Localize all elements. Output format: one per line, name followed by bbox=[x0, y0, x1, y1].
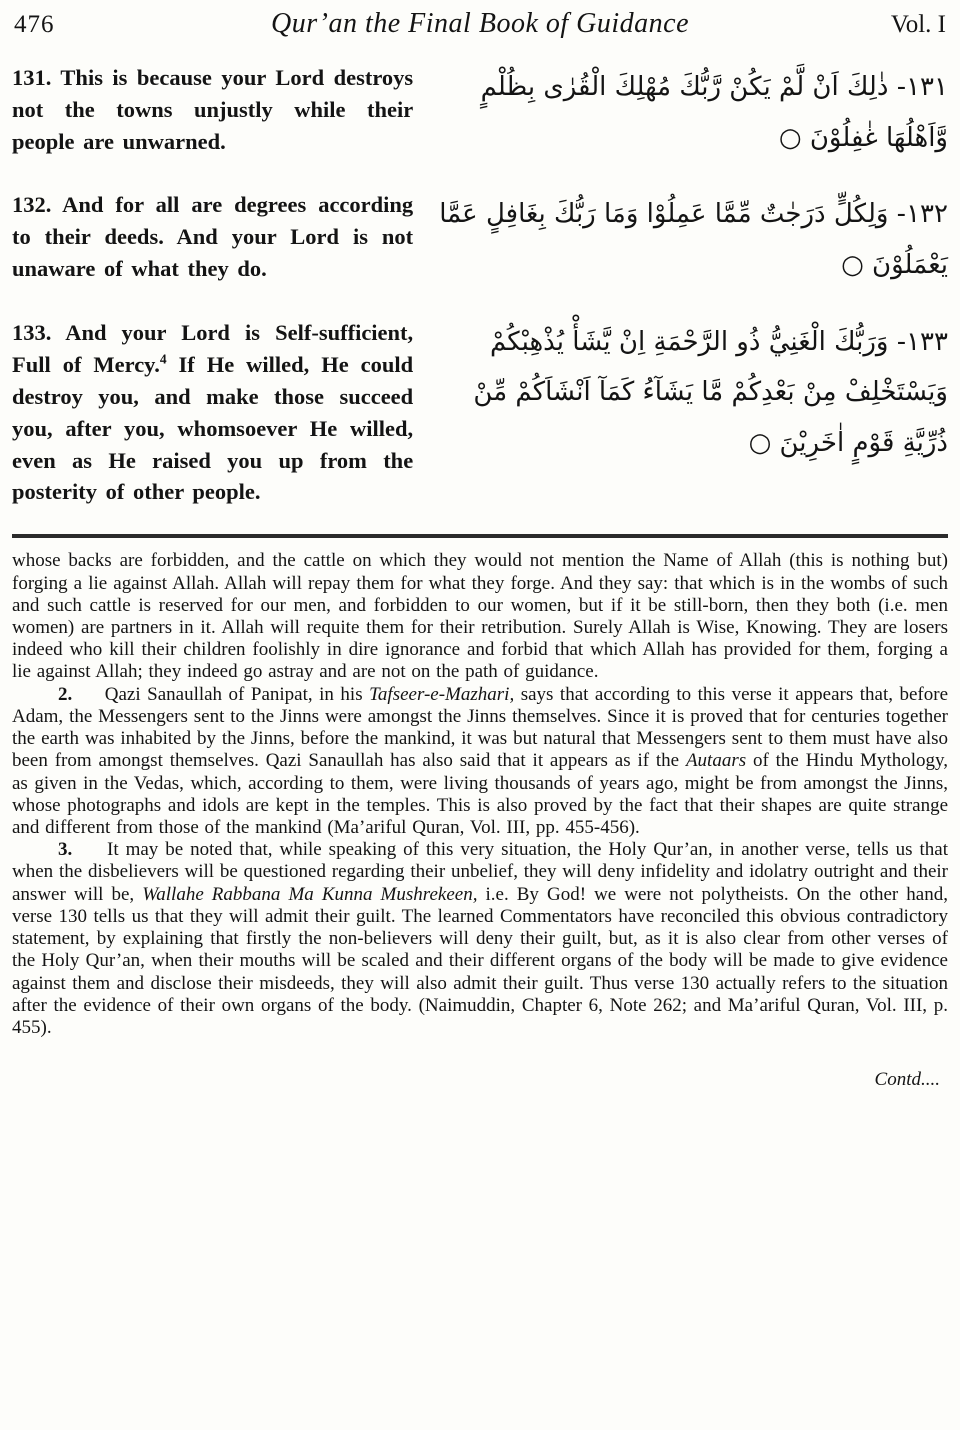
page-header bbox=[12, 8, 948, 40]
volume-label: Vol. I bbox=[890, 11, 946, 38]
footnote-paragraph-2: 2. Qazi Sanaullah of Panipat, in his Tafseer-e-Mazhari, says that according to this verse it appears that, before Adam, the Messengers sent to the Jinns were amongst the Jinns themselves. Since it is proved that for centuries together the earth was inhabited by the Jinns, before the mankind, it was but natural that Messengers sent to them must have also been from amongst themselves. Qazi Sanaullah has also said that it appears as if the Autaars of the Hindu Mythology, as given in the Vedas, which, according to them, were living thousands of years ago, might be from amongst the Jinns, whose photographs and idols are kept in the temples. This is also proved by the fact that their shapes are quite strange and different from those of the mankind (Ma’ariful Quran, Vol. III, pp. 455-456). bbox=[12, 683, 948, 838]
footnote-paragraph-3: 3. It may be noted that, while speaking of this very situation, the Holy Qur’an, in another verse, tells us that when the disbelievers will be questioned regarding their unbelief, they will deny infidelity and idolatry outright and their answer will be, Wallahe Rabbana Ma Kunna Mushrekeen, i.e. By God! we were not polytheists. On the other hand, verse 130 tells us that they will admit their guilt. The learned Commentators have reconciled this obvious contradictory statement, by explaining that firstly the non-believers will deny their guilt, but, as it is also clear from other verses of the Holy Qur’an, when their mouths will be scaled and their different organs of the body will be made to give evidence against them and disclose their misdeeds, they will also admit their guilt. Thus verse 130 actually refers to the situation after the evidence of their own organs of the body. (Naimuddin, Chapter 6, Note 262; and Ma’ariful Quran, Vol. III, p. 455). bbox=[12, 839, 948, 1038]
contd-label: Contd.... bbox=[874, 1069, 940, 1091]
verse-english-132: 132. And for all are degrees according to their deeds. And your Lord is not unaware of what they do. bbox=[12, 192, 414, 282]
verse-row-133 bbox=[12, 317, 948, 509]
verses-section bbox=[12, 62, 948, 508]
page-number: 476 bbox=[14, 11, 55, 38]
verse-row-132 bbox=[12, 189, 948, 290]
verse-row-131 bbox=[12, 62, 948, 163]
verse-english-131: 131. This is because your Lord destroys not the towns unjustly while their people are unwarned. bbox=[12, 65, 414, 154]
book-title: Qur’an the Final Book of Guidance bbox=[270, 8, 689, 39]
verse-arabic-131: ۱۳۱- ذٰلِكَ اَنْ لَّمْ يَكُنْ رَّبُّكَ مُهْلِكَ الْقُرٰى بِظُلْمٍ وَّاَهْلُهَا غٰفِلُوْنَ ○ bbox=[480, 72, 948, 153]
verse-english-133: 133. And your Lord is Self-sufficient, Full of Mercy.$^4$ If He willed, He could destroy you, and make those succeed you, after you, whomsoever He willed, even as He raised you up from the posterity of other people. bbox=[12, 319, 414, 505]
footnote-paragraph-continuation: whose backs are forbidden, and the cattle on which they would not mention the Name of Allah (this is nothing but) forging a lie against Allah. Allah will repay them for what they forge. And they say: that which is in the wombs of such and such cattle is reserved for our men, and forbidden to our women, but if it be still-born, then they both (i.e. men women) are partners in it. Allah will requite them for their retribution. Surely Allah is Wise, Knowing. They are losers indeed who kill their children foolishly in dire ignorance and forbid that which Allah has provided for them, forging a lie against Allah; they indeed go astray and are not on the path of guidance. bbox=[12, 550, 948, 683]
section-divider bbox=[12, 534, 948, 538]
verse-arabic-132: ۱۳۲- وَلِكُلٍّ دَرَجٰتٌ مِّمَّا عَمِلُوْا وَمَا رَبُّكَ بِغَافِلٍ عَمَّا يَعْمَلُوْنَ ○ bbox=[439, 199, 948, 281]
footnotes-section bbox=[12, 550, 948, 1039]
verse-arabic-133: ۱۳۳- وَرَبُّكَ الْغَنِيُّ ذُو الرَّحْمَةِ اِنْ يَّشَأْ يُذْهِبْكُمْ وَيَسْتَخْلِفْ مِنْ بَعْدِكُمْ مَّا يَشَآءُ كَمَآ اَنْشَاَكُمْ مِّنْ ذُرِّيَّةِ قَوْمٍ اٰخَرِيْنَ ○ bbox=[473, 326, 948, 459]
